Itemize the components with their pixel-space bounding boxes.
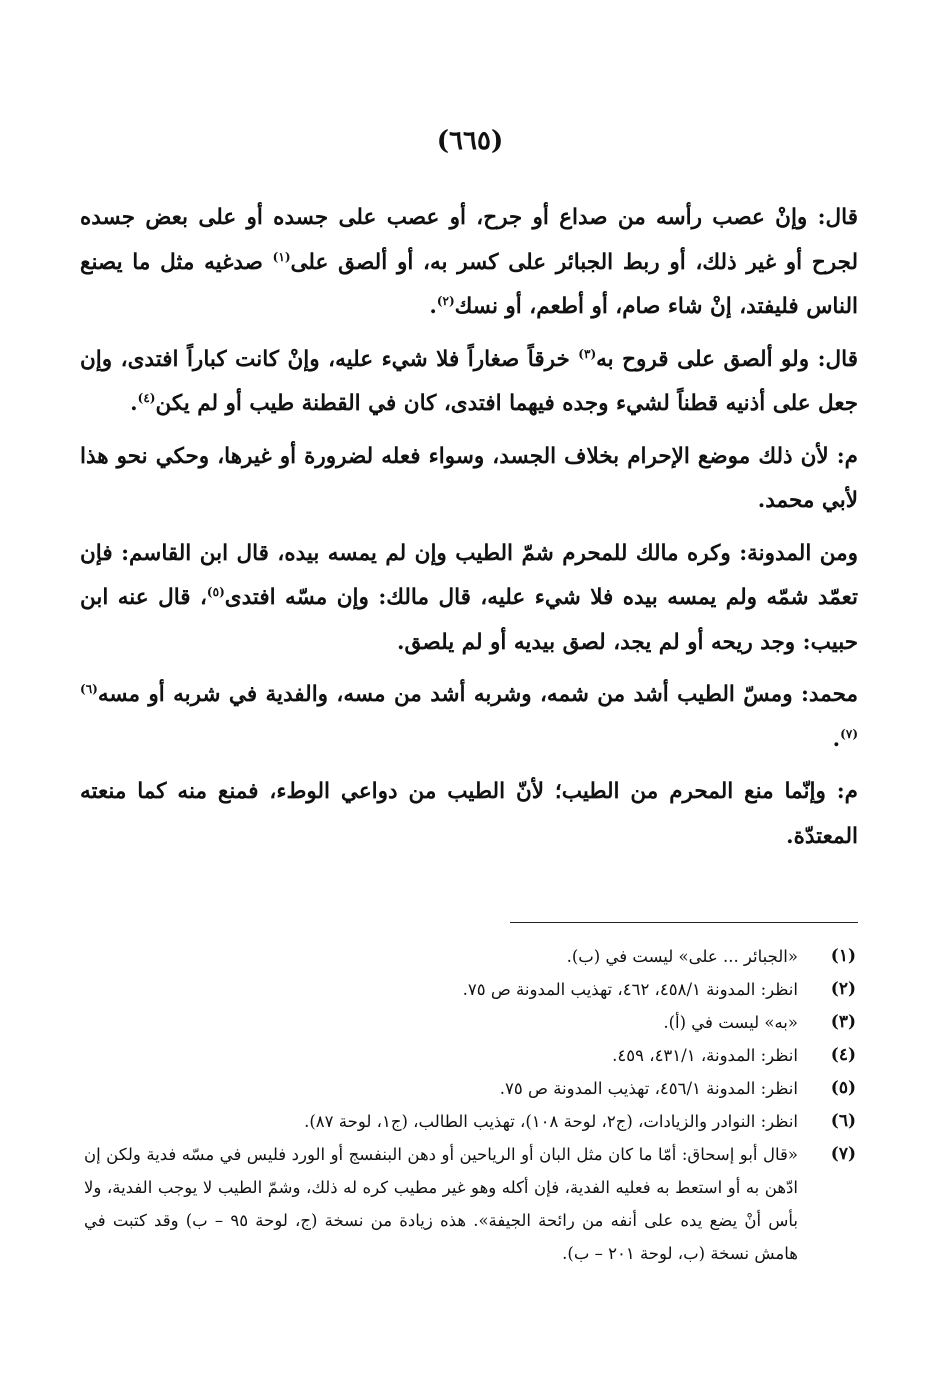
paragraph <box>80 532 858 666</box>
footnote-number: (٥) <box>830 1078 856 1098</box>
footnote <box>84 973 856 1006</box>
footnote <box>84 1006 856 1039</box>
paragraph-text: . <box>130 391 138 416</box>
paragraph-text: . <box>429 294 437 319</box>
footnote-number: (١) <box>830 946 856 966</box>
paragraph-text: صدغيه مثل ما يصنع الناس فليفتد، إنْ شاء صام، أو أطعم، أو نسك <box>80 249 858 319</box>
footnote <box>84 1138 856 1270</box>
footnote-ref[interactable]: (١) <box>272 249 291 264</box>
footnote-separator <box>510 922 858 923</box>
footnote-text: «قال أبو إسحاق: أمّا ما كان مثل البان أو الرياحين أو دهن البنفسج أو الورد فليس في مسّه فدية ولكن إن ادّهن به أو استعط به فعليه الفدية، فإن أكله وهو غير مطيب كره له ذلك، وشمّ الطيب لا يوجب الفدية، ولا بأس أنْ يضع يده على أنفه من رائحة الجيفة». هذه زيادة من نسخة (ج، لوحة ٩٥ – ب) وقد كتبت في هامش نسخة (ب، لوحة ٢٠١ – ب). <box>84 1145 798 1263</box>
paragraph <box>80 673 858 762</box>
footnote-ref[interactable]: (٦)(٧) <box>80 681 858 741</box>
footnote-number: (٧) <box>830 1144 856 1164</box>
footnotes <box>84 940 856 1270</box>
paragraph-text: خرقاً صغاراً فلا شيء عليه، وإنْ كانت كباراً افتدى، وإن جعل على أذنيه قطناً لشيء وجده فيهما افتدى، كان في القطنة طيب أو لم يكن <box>80 346 858 416</box>
paragraph-text: ومن المدونة: وكره مالك للمحرم شمّ الطيب وإن لم يمسه بيده، قال ابن القاسم: فإن تعمّد شمّه ولم يمسه بيده فلا شيء عليه، قال مالك: وإن مسّه افتدى <box>80 540 858 610</box>
footnote <box>84 1072 856 1105</box>
footnote <box>84 940 856 973</box>
footnote-number: (٤) <box>830 1045 856 1065</box>
footnote-number: (٣) <box>830 1012 856 1032</box>
paragraph: م: لأن ذلك موضع الإحرام بخلاف الجسد، وسواء فعله لضرورة أو غيرها، وحكي نحو هذا لأبي محمد. <box>80 443 858 513</box>
footnote-text: «الجبائر ... على» ليست في (ب). <box>566 947 798 966</box>
footnote-number: (٢) <box>830 979 856 999</box>
footnote-ref[interactable]: (٤) <box>137 390 156 405</box>
paragraph-text: قال: ولو ألصق على قروح به <box>596 346 858 372</box>
paragraph: م: وإنّما منع المحرم من الطيب؛ لأنّ الطيب من دواعي الوطء، فمنع منه كما منعته المعتدّة. <box>80 779 858 849</box>
footnote-text: انظر: المدونة، ٤٣١/١، ٤٥٩. <box>612 1046 798 1065</box>
footnote-text: انظر: النوادر والزيادات، (ج٢، لوحة ١٠٨)، تهذيب الطالب، (ج١، لوحة ٨٧). <box>304 1112 798 1131</box>
footnote-number: (٦) <box>830 1111 856 1131</box>
paragraph-text: قال: وإنْ عصب رأسه من صداع أو جرح، أو عصب على جسده أو على بعض جسده لجرح أو غير ذلك، أو ربط الجبائر على كسر به، أو ألصق على <box>80 205 858 275</box>
page-number: (٦٦٥) <box>436 126 504 156</box>
paragraph-text: ، قال عنه ابن حبيب: وجد ريحه أو لم يجد، لصق بيديه أو لم يلصق. <box>80 585 858 655</box>
footnote-text: «به» ليست في (أ). <box>663 1013 798 1032</box>
footnote-ref[interactable]: (٢) <box>436 293 455 308</box>
paragraph-text: محمد: ومسّ الطيب أشد من شمه، وشربه أشد من مسه، والفدية في شربه أو مسه <box>97 682 858 707</box>
footnote-text: انظر: المدونة ٤٥٦/١، تهذيب المدونة ص ٧٥. <box>499 1079 798 1098</box>
main-text <box>80 196 858 867</box>
footnote-ref[interactable]: (٣) <box>578 346 597 361</box>
footnote <box>84 1105 856 1138</box>
footnote <box>84 1039 856 1072</box>
paragraph <box>80 338 858 427</box>
footnote-ref[interactable]: (٥) <box>206 584 225 599</box>
paragraph <box>80 196 858 330</box>
footnote-text: انظر: المدونة ٤٥٨/١، ٤٦٢، تهذيب المدونة ص ٧٥. <box>462 980 798 999</box>
paragraph-text: . <box>832 726 841 752</box>
